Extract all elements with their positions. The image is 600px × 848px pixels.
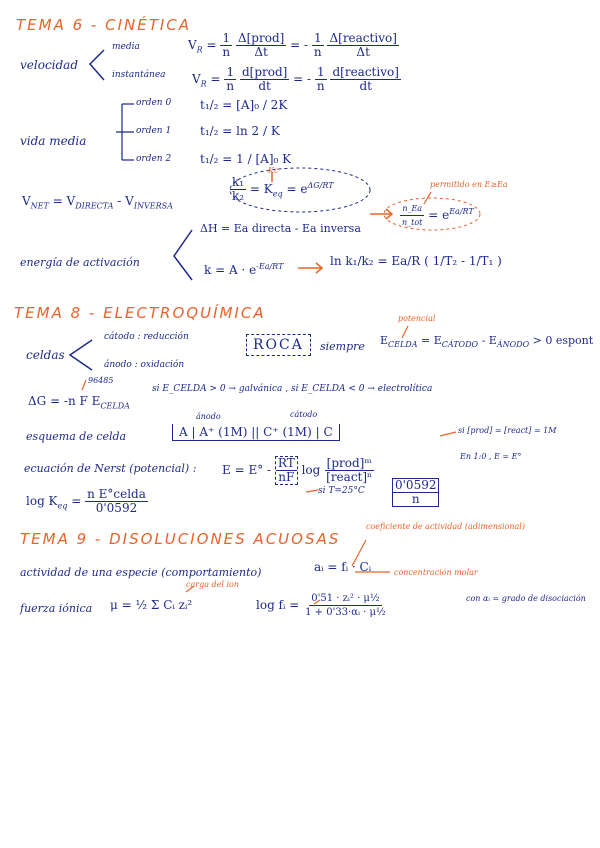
mu-eq: μ = ½ Σ Cᵢ zᵢ² bbox=[110, 598, 193, 612]
c0592-box: $\frac{0'0592}{n}$ bbox=[392, 478, 439, 507]
ecelda-eq: $E_{CELDA} = E_{CÁTODO} - E_{ÁNODO} > 0$ espont bbox=[380, 334, 594, 350]
fuerza-ionica-label: fuerza iónica bbox=[20, 602, 93, 615]
orden2-label: orden 2 bbox=[136, 154, 172, 164]
logfi-eq: log fᵢ = $\frac{\text{0'51 · zᵢ² · μ½}}{\text{1 + 0'33·αᵢ · μ½}}$ bbox=[256, 593, 386, 618]
v-media-eq: $V_R$ = $\frac{1}{n}$ $\frac{\text{Δ[prod]}}{\Delta t}$ = - $\frac{1}{n}$ $\frac{\text{Δ[reactivo]}}{\Delta t}$ bbox=[188, 31, 397, 59]
concentracion-note: concentración molar bbox=[394, 568, 478, 577]
roca-box: ROCA bbox=[246, 334, 311, 356]
coef-actividad-note: coeficiente de actividad (adimensional) bbox=[366, 522, 525, 531]
velocidad-label: velocidad bbox=[20, 58, 79, 72]
carga-ion-note: carga del ion bbox=[186, 580, 239, 589]
kc-label: Kc bbox=[268, 166, 279, 175]
tema8-title: TEMA 8 - ELECTROQUÍMICA bbox=[14, 304, 266, 322]
dh-eq: ΔH = Ea directa - Ea inversa bbox=[200, 222, 361, 235]
v-inst-eq: $V_R$ = $\frac{1}{n}$ $\frac{\text{d[prod]}}{dt}$ = - $\frac{1}{n}$ $\frac{\text{d[reactivo]}}{dt}$ bbox=[192, 65, 399, 93]
catodo-tag: cátodo bbox=[290, 410, 318, 419]
celdas-label: celdas bbox=[26, 348, 65, 362]
cell-diagram: A | A⁺ (1M) || C⁺ (1M) | C bbox=[172, 424, 340, 441]
t25-note: si T=25°C bbox=[318, 486, 365, 496]
faraday-value: 96485 bbox=[88, 376, 114, 385]
keq-eq: $\frac{\text{k₁}}{\text{k₂}}$ = $K_{eq} = e^{\Delta G/RT}$ bbox=[232, 175, 334, 203]
permitido-note: permitido en E≥Ea bbox=[430, 180, 508, 189]
media-label: media bbox=[112, 42, 140, 52]
t-half-orden0: t₁/₂ = [A]₀ / 2K bbox=[200, 98, 288, 112]
ai-eq: aᵢ = fᵢ · Cᵢ bbox=[314, 560, 372, 574]
logkeq-eq: $\log K_{eq}$ = $\frac{\text{n E°celda}}{0'0592}$ bbox=[26, 487, 146, 515]
actividad-label: actividad de una especie (comportamiento) bbox=[20, 566, 262, 579]
tema9-title: TEMA 9 - DISOLUCIONES ACUOSAS bbox=[20, 530, 341, 548]
siempre-label: siempre bbox=[320, 340, 365, 353]
arrhenius-eq: $k = A \cdot e^{-Ea/RT}$ bbox=[204, 262, 284, 277]
t-half-orden2: t₁/₂ = 1 / [A]₀ K bbox=[200, 152, 292, 166]
nernst-label: ecuación de Nerst (potencial) : bbox=[24, 462, 197, 475]
nernst-eq: E = E° - $\frac{RT}{nF}$ log $\frac{\text{[prod]ᵐ}}{\text{[react]ⁿ}}$ bbox=[222, 456, 373, 484]
instantanea-label: instantánea bbox=[112, 70, 166, 80]
energia-activacion-label: energía de activación bbox=[20, 256, 140, 269]
tema6-title: TEMA 6 - CINÉTICA bbox=[16, 16, 192, 34]
esquema-label: esquema de celda bbox=[26, 430, 127, 443]
catodo-reduccion: cátodo : reducción bbox=[104, 332, 189, 342]
orden1-label: orden 1 bbox=[136, 126, 172, 136]
dg-eq: ΔG = -n F $E_{CELDA}$ bbox=[28, 394, 130, 411]
fraction-ea-eq: $\frac{n\_Ea}{\text{n\_tot}}$ = $e^{Ea/RT}$ bbox=[402, 204, 474, 227]
anodo-tag: ánodo bbox=[196, 412, 221, 421]
vnet-eq: $V_{NET} = V_{DIRECTA} - V_{INVERSA}$ bbox=[22, 194, 173, 211]
t-half-orden1: t₁/₂ = ln 2 / K bbox=[200, 124, 280, 138]
galvanica-note: si E_CELDA > 0 → galvánica , si E_CELDA < 0 → electrolítica bbox=[152, 384, 433, 394]
en-eq-note: En 1:0 , E = E° bbox=[460, 452, 522, 461]
anodo-oxidacion: ánodo : oxidación bbox=[104, 360, 185, 370]
std-condition-note: si [prod] = [react] = 1M bbox=[458, 426, 557, 435]
con-ai-note: con αᵢ = grado de disociación bbox=[466, 594, 586, 603]
orden0-label: orden 0 bbox=[136, 98, 172, 108]
vida-media-label: vida media bbox=[20, 134, 87, 148]
arrhenius-ln-eq: ln k₁/k₂ = Ea/R ( 1/T₂ - 1/T₁ ) bbox=[330, 254, 502, 268]
potencial-note: potencial bbox=[398, 314, 436, 323]
